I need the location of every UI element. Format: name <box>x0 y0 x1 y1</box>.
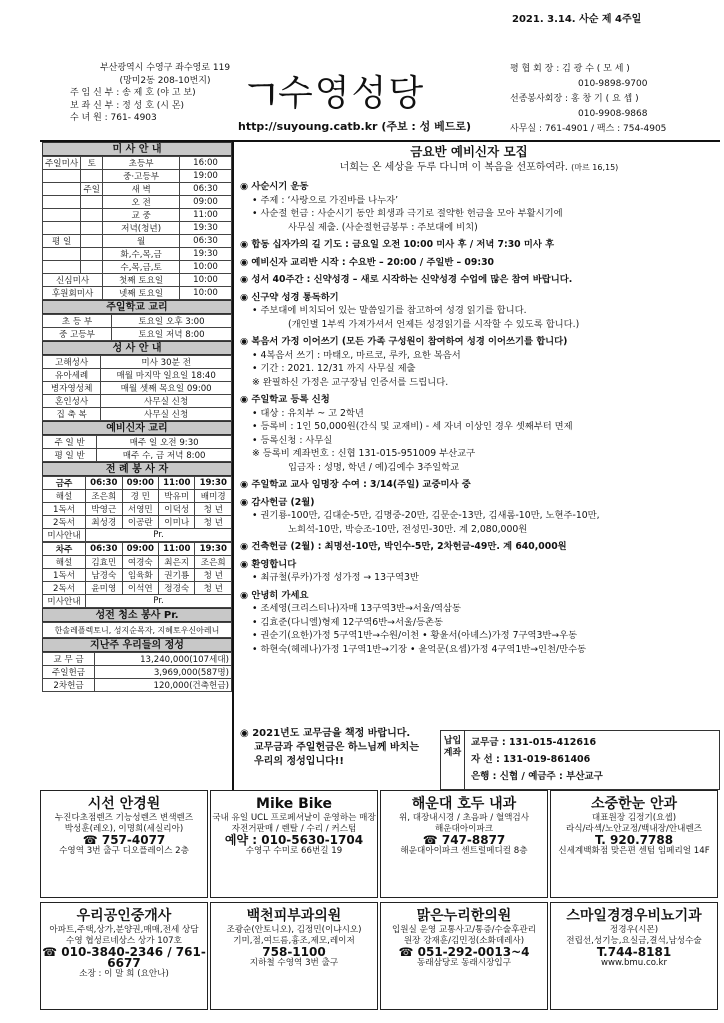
servers-head-cell: 09:00 <box>122 477 158 490</box>
mass-name: 수,목,금,토 <box>103 261 180 274</box>
notice-line: • 기간 : 2021. 12/31 까지 사무실 제출 <box>252 363 416 374</box>
ad-line: 해운대아이파크 센트럴메디컬 8층 <box>400 846 528 856</box>
servers-cell: 청 년 <box>195 582 232 595</box>
notice-item <box>240 273 718 287</box>
servers-cell: 2독서 <box>43 516 86 529</box>
assistant-priest: 보 좌 신 부 : 정 성 호 (시 몬) <box>70 100 185 111</box>
ad-line: 위, 대장내시경 / 초음파 / 혈액검사 <box>398 813 530 823</box>
servers-cell: 1독서 <box>43 503 86 516</box>
mass-row <box>43 287 232 300</box>
servers-cell: 청 년 <box>195 569 232 582</box>
ad-name: 우리공인중개사 <box>76 908 172 924</box>
notice-item <box>240 558 718 585</box>
ad-name: 소중한눈 안과 <box>590 796 678 812</box>
mass-time: 10:00 <box>180 261 232 274</box>
ad-line: 조광순(안토니오), 김정민(이냐시오) <box>226 925 362 935</box>
offering-row <box>43 679 232 692</box>
notice-line: • 등록신청 : 사무실 <box>252 434 333 446</box>
mass-group: 평 일 <box>43 235 81 248</box>
notice-heading: ◉ 사순시기 운동 <box>240 181 309 192</box>
notice-line: • 조세영(크리스티나)자매 13구역3반→서울/역삼동 <box>252 603 461 614</box>
notice-line: • 김효준(다니엘)형제 12구역6반→서울/등촌동 <box>252 616 444 628</box>
sacrament-cell: 병자영성체 <box>43 382 101 395</box>
bank-tag: 납입계좌 <box>441 731 465 789</box>
bank-accounts <box>440 730 720 790</box>
offering-value: 3,969,000(587명) <box>95 666 232 679</box>
mass-time: 06:30 <box>180 235 232 248</box>
servers-next-week <box>42 542 232 608</box>
servers-usher-label: 미사안내 <box>43 595 86 608</box>
mass-group <box>43 209 81 222</box>
ad-line: 대표원장 김정기(요셉) <box>591 813 677 823</box>
notice-item <box>240 180 718 234</box>
servers-row <box>43 503 232 516</box>
notice-line: • 4복음서 쓰기 : 마태오, 마르코, 루카, 요한 복음서 <box>252 349 461 361</box>
verse-ref: (마르 16,15) <box>571 162 619 172</box>
ad-line: 해운대아이파크 <box>434 824 494 834</box>
servers-title: 전 례 봉 사 자 <box>42 462 232 476</box>
servers-cell: 권기룡 <box>159 569 195 582</box>
mass-day <box>81 170 103 183</box>
ad-line: 기미,점,여드름,흉조,제모,레이저 <box>233 936 355 946</box>
sacrament-cell: 사무실 신청 <box>101 395 232 408</box>
mass-group <box>43 222 81 235</box>
mass-title: 미 사 안 내 <box>42 142 232 156</box>
notice-item <box>240 393 718 474</box>
ad-phone: ☎ 010-3840-2346 / 761-6677 <box>42 945 206 970</box>
sacrament-row <box>43 369 232 382</box>
bank-dues: 교무금 : 131-015-412616 <box>471 737 597 748</box>
ad-phone: ☎ 757-4077 <box>82 833 166 847</box>
ad-line: 소장 : 이 말 희 (요안나) <box>79 969 169 979</box>
school-cell: 토요일 저녁 8:00 <box>111 328 231 341</box>
notice-item <box>240 496 718 537</box>
ad-phone: T. 920.7788 <box>594 833 674 847</box>
sacrament-cell: 고해성사 <box>43 356 101 369</box>
left-column <box>42 142 232 692</box>
school-cell: 토요일 오후 3:00 <box>111 315 231 328</box>
mass-row <box>43 157 232 170</box>
mass-group <box>43 170 81 183</box>
mass-day <box>81 196 103 209</box>
mass-day <box>81 222 103 235</box>
ad-box[interactable] <box>380 902 548 1010</box>
notice-line: (개인별 1부씩 가져가셔서 언제든 성경읽기를 시작할 수 있도록 합니다.) <box>288 318 580 330</box>
notice-heading: ◉ 환영합니다 <box>240 558 297 570</box>
servers-cell: 이공란 <box>122 516 158 529</box>
mass-name: 저녁(청년) <box>103 222 180 235</box>
mass-group: 후원회미사 <box>43 287 103 300</box>
notice-line: • 권기룡-100만, 김대순-5만, 김명중-20만, 김문순-13만, 김새롬-10만, 노현주-10만, <box>252 510 600 521</box>
servers-cell: 경 민 <box>122 490 158 503</box>
servers-cell: 김효민 <box>86 556 122 569</box>
servers-usher-label: 미사안내 <box>43 529 86 542</box>
ad-line: 누진다초점렌즈 기능성렌즈 변색렌즈 <box>54 813 194 823</box>
servers-cell: 이석연 <box>122 582 158 595</box>
offering-label: 주일헌금 <box>43 666 95 679</box>
catechumen-table <box>42 435 232 462</box>
catechumen-title: 예비신자 교리 <box>42 421 232 435</box>
servers-cell: 배미경 <box>195 490 232 503</box>
mass-group <box>43 261 81 274</box>
notice-line: • 대상 : 유치부 ~ 고 2학년 <box>252 407 364 419</box>
catechumen-cell: 주 일 반 <box>43 436 97 449</box>
servers-cell: 남경숙 <box>86 569 122 582</box>
mass-name: 첫째 토요일 <box>103 274 180 287</box>
servers-cell: 2독서 <box>43 582 86 595</box>
notice-item <box>240 335 718 389</box>
notice-heading: ◉ 건축헌금 (2월) : 최명선-10만, 박인수-5만, 2차헌금-49만. 계 640,000원 <box>240 541 567 552</box>
sacrament-cell: 미사 30분 전 <box>101 356 232 369</box>
ad-name: 스마일경경우비뇨기과 <box>566 908 702 924</box>
offering-value: 120,000(건축헌금) <box>95 679 232 692</box>
servers-head-cell: 차주 <box>43 543 86 556</box>
servers-cell: 이미나 <box>159 516 195 529</box>
appeal <box>240 727 460 769</box>
sacrament-cell: 사무실 신청 <box>101 408 232 421</box>
mass-day <box>81 209 103 222</box>
logo-text: 수영성당 <box>278 73 426 114</box>
servers-head <box>43 477 232 490</box>
notice-heading: ◉ 주일학교 교사 임명장 수여 : 3/14(주일) 교중미사 중 <box>240 479 471 490</box>
servers-cell: 청 년 <box>195 503 232 516</box>
mass-row <box>43 235 232 248</box>
servers-cell: 해설 <box>43 556 86 569</box>
sacrament-row <box>43 408 232 421</box>
appeal-line-3: 우리의 정성입니다!! <box>254 756 344 767</box>
offering-value: 13,240,000(107세대) <box>95 653 232 666</box>
council-president: 평 협 회 장 : 김 광 수 ( 모 세 ) <box>510 64 630 74</box>
ad-box[interactable] <box>40 790 208 898</box>
school-row <box>43 328 232 341</box>
header-left-info <box>70 62 260 125</box>
servers-cell: 이덕성 <box>159 503 195 516</box>
mass-time: 19:30 <box>180 222 232 235</box>
mass-name: 초등부 <box>103 157 180 170</box>
mass-time: 09:00 <box>180 196 232 209</box>
catechumen-cell: 매주 일 오전 9:30 <box>97 436 232 449</box>
mass-group <box>43 248 81 261</box>
notice-list <box>240 180 718 656</box>
servers-head-cell: 19:30 <box>195 543 232 556</box>
ad-line: 아파트,주택,상가,분양권,매매,전세 상담 <box>49 925 199 935</box>
website[interactable] <box>238 118 471 134</box>
servers-head-cell: 06:30 <box>86 477 122 490</box>
ad-line: 지하철 수영역 3번 출구 <box>249 958 339 968</box>
servers-row <box>43 490 232 503</box>
notice-line: • 최규철(루카)가정 성가정 → 13구역3반 <box>252 572 419 583</box>
ad-phone: ☎ 747-8877 <box>422 833 506 847</box>
notice-heading: ◉ 안녕히 가세요 <box>240 589 309 601</box>
notice-heading: ◉ 예비신자 교리반 시작 : 수요반 – 20:00 / 주일반 – 09:30 <box>240 256 495 268</box>
council-phone: 010-9898-9700 <box>578 79 648 89</box>
servers-cell: 청 년 <box>195 516 232 529</box>
servers-row <box>43 582 232 595</box>
offering-row <box>43 653 232 666</box>
mass-day <box>81 248 103 261</box>
mass-group: 주일미사 <box>43 157 81 170</box>
mass-time: 19:30 <box>180 248 232 261</box>
ad-line: 수영 협성르네상스 상가 107호 <box>66 936 182 946</box>
mass-name: 넷째 토요일 <box>103 287 180 300</box>
mass-row <box>43 274 232 287</box>
mass-name: 화,수,목,금 <box>103 248 180 261</box>
servers-cell: 윤미영 <box>86 582 122 595</box>
mass-time: 16:00 <box>180 157 232 170</box>
offering-title: 지난주 우리들의 정성 <box>42 638 232 652</box>
sacrament-cell: 집 축 복 <box>43 408 101 421</box>
ad-line: 자전거판매 / 렌탈 / 수리 / 커스텀 <box>231 824 357 834</box>
servers-cell: 임육화 <box>122 569 158 582</box>
servers-usher-row <box>43 529 232 542</box>
ad-box[interactable] <box>380 790 548 898</box>
notice-line: ※ 완필하신 가정은 교구장님 인증서를 드립니다. <box>252 376 449 388</box>
catechumen-cell: 평 일 반 <box>43 449 97 462</box>
notice-heading: ◉ 주일학교 등록 신청 <box>240 394 330 405</box>
main-notices <box>240 145 718 656</box>
pastor: 주 임 신 부 : 송 제 호 (야 고 보) <box>70 88 196 98</box>
school-cell: 초 등 부 <box>43 315 112 328</box>
notice-line: • 주보대에 비치되어 있는 말씀일기를 참고하여 성경 읽기를 합니다. <box>252 305 527 316</box>
bank-holder: 은행 : 신협 / 예금주 : 부산교구 <box>471 771 603 782</box>
office-contact: 사무실 : 761-4901 / 팩스 : 754-4905 <box>510 124 667 134</box>
ad-box[interactable] <box>210 790 378 898</box>
ad-line: www.bmu.co.kr <box>600 958 668 968</box>
column-divider <box>232 142 234 790</box>
ad-line: 라식/라섹/노안교정/백내장/안내렌즈 <box>565 824 703 834</box>
mass-name: 새 벽 <box>103 183 180 196</box>
sacrament-cell: 매월 마지막 일요일 18:40 <box>101 369 232 382</box>
bulletin-name: (주보 : 성 베드로) <box>381 120 472 133</box>
offering-row <box>43 666 232 679</box>
mass-time: 10:00 <box>180 287 232 300</box>
ad-line: 정경우(시몬) <box>609 925 659 935</box>
funeral-president: 선종봉사회장 : 홍 창 기 ( 요 셉 ) <box>510 94 639 104</box>
mass-row <box>43 261 232 274</box>
servers-head-cell: 09:00 <box>122 543 158 556</box>
servers-cell: 여경숙 <box>122 556 158 569</box>
mass-name: 중·고등부 <box>103 170 180 183</box>
ad-phone: 예약 : 010-5630-1704 <box>224 833 364 847</box>
mass-day: 토 <box>81 157 103 170</box>
sacrament-table <box>42 355 232 421</box>
mass-row <box>43 196 232 209</box>
sacrament-row <box>43 356 232 369</box>
mass-time: 11:00 <box>180 209 232 222</box>
flower-title: 성전 청소 봉사 Pr. <box>42 608 232 622</box>
mass-group <box>43 196 81 209</box>
servers-head-cell: 06:30 <box>86 543 122 556</box>
bank-charity: 자 선 : 131-019-861406 <box>471 754 591 765</box>
notice-line: ※ 등록비 계좌번호 : 신협 131-015-951009 부산교구 <box>252 448 476 459</box>
notice-heading: ◉ 복음서 가정 이어쓰기 (모든 가족 구성원이 참여하여 성경 이어쓰기를 합니다) <box>240 336 568 347</box>
ad-name: 백천피부과의원 <box>246 908 342 924</box>
sacrament-cell: 혼인성사 <box>43 395 101 408</box>
ad-name: Mike Bike <box>256 796 332 812</box>
mass-row <box>43 209 232 222</box>
notice-line: • 하현숙(헤레나)가정 1구역1반→기장 • 윤억문(요셉)가정 4구역1반→인천/만수동 <box>252 643 587 655</box>
flower-text: 한솔레플렉토니, 성지순목자, 지혜토우신아레니 <box>42 622 232 638</box>
servers-head-cell: 19:30 <box>195 477 232 490</box>
header-right-info <box>510 62 720 137</box>
notice-line: • 사순절 헌금 : 사순시기 동안 희생과 극기로 절약한 헌금을 모아 부활시기에 <box>252 208 563 219</box>
school-table <box>42 314 232 341</box>
servers-cell: 해설 <box>43 490 86 503</box>
notice-item <box>240 256 718 270</box>
main-title: 금요반 예비신자 모집 <box>410 144 528 159</box>
ad-line: 수영구 수미로 66번길 19 <box>245 846 343 856</box>
ads-section <box>40 790 720 1010</box>
servers-cell: 서영민 <box>122 503 158 516</box>
notice-line: • 등록비 : 1인 50,000원(간식 및 교재비) - 세 자녀 이상인 경우 셋째부터 면제 <box>252 421 573 432</box>
servers-usher-row <box>43 595 232 608</box>
notice-item <box>240 478 718 492</box>
appeal-line-1: ◉ 2021년도 교무금을 책정 바랍니다. <box>240 728 411 739</box>
mass-time: 19:00 <box>180 170 232 183</box>
servers-row <box>43 556 232 569</box>
ad-name: 맑은누리한의원 <box>416 908 512 924</box>
scripture-verse <box>240 161 718 175</box>
offering-label: 교 무 금 <box>43 653 95 666</box>
mass-day <box>81 235 103 248</box>
funeral-phone: 010-9908-9868 <box>578 109 648 119</box>
ad-box[interactable] <box>210 902 378 1010</box>
mass-row <box>43 170 232 183</box>
school-cell: 중 고등부 <box>43 328 112 341</box>
catechumen-row <box>43 449 232 462</box>
servers-head <box>43 543 232 556</box>
appeal-line-2: 교무금과 주일헌금은 하느님께 바치는 <box>254 742 420 753</box>
servers-cell: 조은희 <box>195 556 232 569</box>
school-title: 주일학교 교리 <box>42 300 232 314</box>
ad-phone: T.744-8181 <box>596 945 672 959</box>
ad-line: 입원실 운영 교통사고/통증/수술후관리 <box>391 925 537 935</box>
issue-date: 2021. 3.14. 사순 제 4주일 <box>512 14 642 25</box>
notice-item <box>240 238 718 252</box>
servers-cell: 최성경 <box>86 516 122 529</box>
convent-phone: 수 녀 원 : 761- 4903 <box>70 113 157 123</box>
servers-head-cell: 11:00 <box>159 543 195 556</box>
notice-heading: ◉ 신구약 성경 통독하기 <box>240 291 339 303</box>
servers-cell: 조은희 <box>86 490 122 503</box>
offering-table <box>42 652 232 692</box>
notice-line: • 권순기(요한)가정 5구역1반→수원/이천 • 황윤서(아녜스)가정 7구역3반→우동 <box>252 630 578 641</box>
ad-phone: 758-1100 <box>262 945 326 959</box>
mass-row <box>43 222 232 235</box>
servers-cell: 박영근 <box>86 503 122 516</box>
ad-phone: ☎ 051-292-0013~4 <box>398 945 530 959</box>
mass-name: 오 전 <box>103 196 180 209</box>
mass-day <box>81 261 103 274</box>
ad-box[interactable] <box>40 902 208 1010</box>
servers-cell: 정경숙 <box>159 582 195 595</box>
mass-table <box>42 156 232 300</box>
verse-text: 너희는 온 세상을 두루 다니며 이 복음을 선포하여라. <box>339 161 568 173</box>
servers-row <box>43 516 232 529</box>
mass-day: 주일 <box>81 183 103 196</box>
ad-line: 수영역 3번 출구 디오플레이스 2층 <box>59 846 189 856</box>
notice-heading: ◉ 성서 40주간 : 신약성경 – 새로 시작하는 신약성경 수업에 많은 참여 바랍니다. <box>240 274 573 285</box>
mass-name: 교 중 <box>103 209 180 222</box>
servers-head-cell: 금주 <box>43 477 86 490</box>
church-address: 부산광역시 수영구 좌수영로 119 <box>99 63 231 73</box>
notice-heading: ◉ 합동 십자가의 길 기도 : 금요일 오전 10:00 미사 후 / 저녁 7:30 미사 후 <box>240 239 555 250</box>
sacrament-row <box>43 395 232 408</box>
offering-label: 2차헌금 <box>43 679 95 692</box>
website-url[interactable]: http://suyoung.catb.kr <box>238 120 378 133</box>
ad-line: 박성훈(레오), 이명희(세실리아) <box>64 824 184 834</box>
ad-line: 원장 강재훈/김민정(소화데레사) <box>403 936 525 946</box>
notice-item <box>240 540 718 554</box>
servers-cell: 최은지 <box>159 556 195 569</box>
sacrament-cell: 매월 셋째 목요일 09:00 <box>101 382 232 395</box>
logo-mark: ㄱ <box>240 70 283 121</box>
ad-line: 동래삼당로 동래시장입구 <box>416 958 512 968</box>
mass-row <box>43 183 232 196</box>
ad-box[interactable] <box>550 902 718 1010</box>
servers-usher-value: Pr. <box>86 529 232 542</box>
mass-group <box>43 183 81 196</box>
mass-time: 10:00 <box>180 274 232 287</box>
notice-line: 노희석-10만, 박승조-10만, 전성민-30만. 계 2,080,000원 <box>288 523 528 535</box>
servers-this-week <box>42 476 232 542</box>
ad-name: 해운대 호두 내과 <box>411 796 517 812</box>
ad-name: 시선 안경원 <box>87 796 161 812</box>
mass-row <box>43 248 232 261</box>
mass-name: 월 <box>103 235 180 248</box>
servers-row <box>43 569 232 582</box>
notice-line: • 주제 : ‘사랑으로 가진바를 나누자’ <box>252 194 399 206</box>
catechumen-cell: 매주 수, 금 저녁 8:00 <box>97 449 232 462</box>
mass-time: 06:30 <box>180 183 232 196</box>
ad-box[interactable] <box>550 790 718 898</box>
church-address-sub: (망미2동 208-10번지) <box>119 75 211 86</box>
sacrament-row <box>43 382 232 395</box>
catechumen-row <box>43 436 232 449</box>
notice-heading: ◉ 감사헌금 (2월) <box>240 496 315 508</box>
servers-usher-value: Pr. <box>86 595 232 608</box>
sacrament-title: 성 사 안 내 <box>42 341 232 355</box>
school-row <box>43 315 232 328</box>
sacrament-cell: 유아세례 <box>43 369 101 382</box>
notice-line: 입금자 : 성명, 학년 / 예)김예수 3주일학교 <box>288 461 460 473</box>
notice-item <box>240 589 718 657</box>
ad-line: 신세계백화점 맞은편 센텀 임페리얼 14F <box>558 846 710 856</box>
servers-head-cell: 11:00 <box>159 477 195 490</box>
servers-cell: 박유미 <box>159 490 195 503</box>
notice-line: 사무실 제출. (사순절헌금봉투 : 주보대에 비치) <box>288 221 478 233</box>
notice-item <box>240 291 718 332</box>
ad-line: 국내 유일 UCL 프로페셔날이 운영하는 매장 <box>212 813 376 823</box>
ad-line: 전립선,성기능,요실금,결석,남성수술 <box>566 936 702 946</box>
mass-group: 신심미사 <box>43 274 103 287</box>
servers-cell: 1독서 <box>43 569 86 582</box>
